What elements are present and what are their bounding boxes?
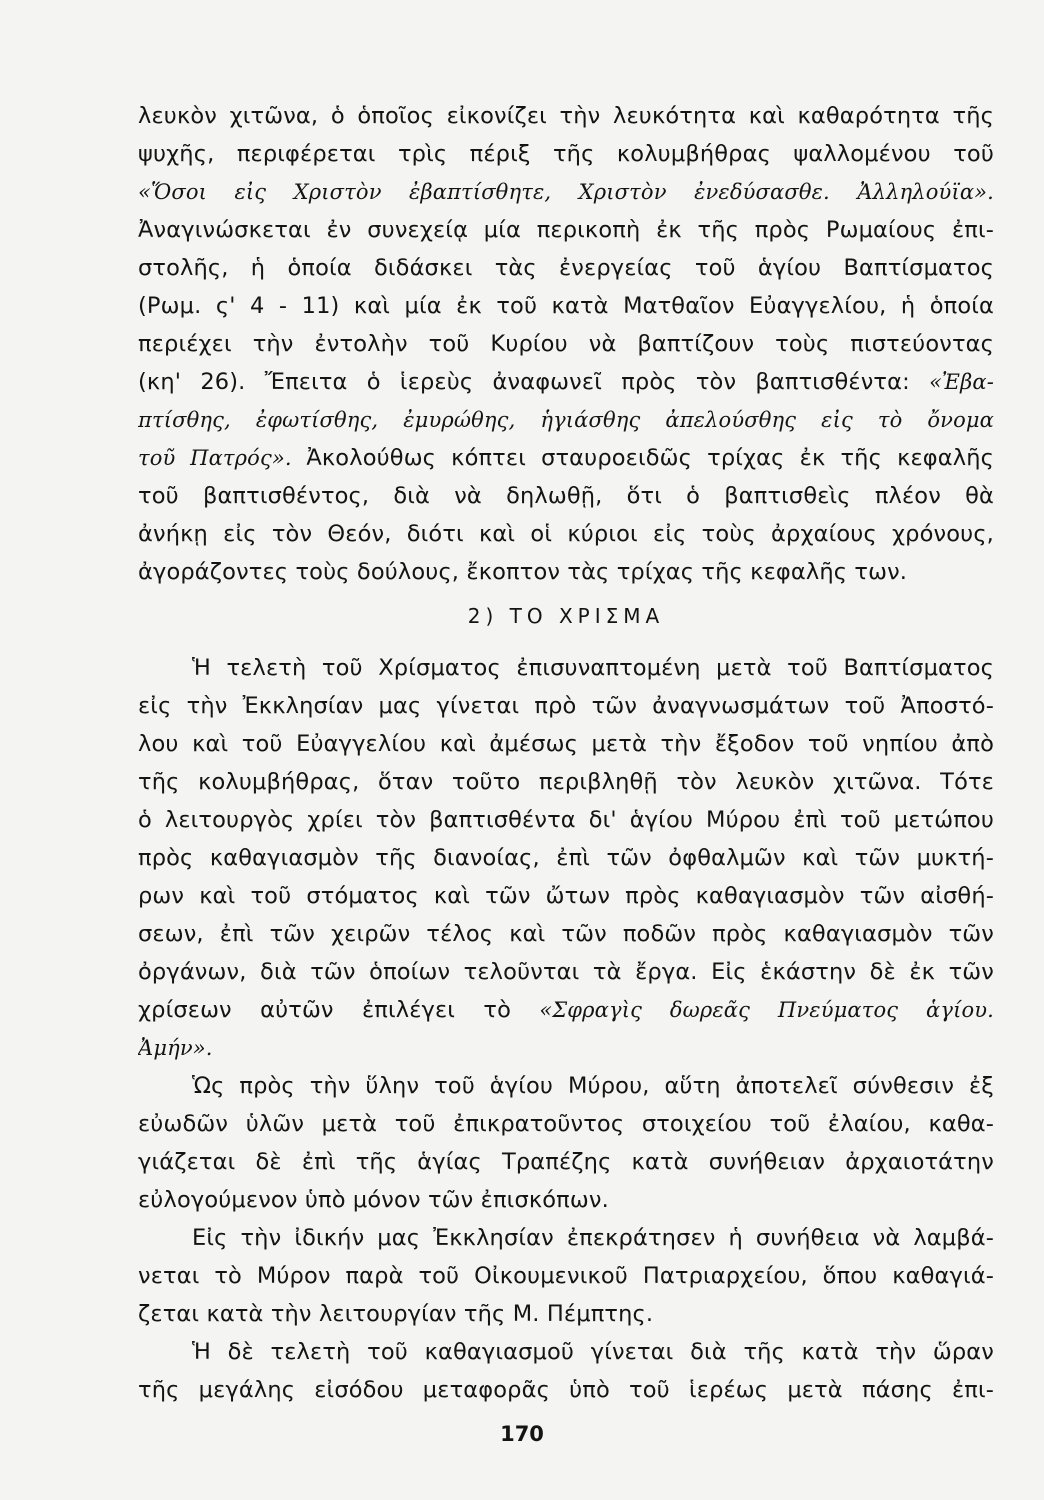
text-line: (Ρωμ. ς' 4 - 11) καὶ μία ἐκ τοῦ κατὰ Ματθαῖον Εὐαγγελίου, ἡ ὁποία: [138, 293, 994, 319]
text-line: ὀργάνων, διὰ τῶν ὁποίων τελοῦνται τὰ ἔργα. Εἰς ἑκάστην δὲ ἐκ τῶν: [138, 959, 994, 985]
text-line: περιέχει τὴν ἐντολὴν τοῦ Κυρίου νὰ βαπτίζουν τοὺς πιστεύοντας: [138, 331, 994, 357]
text-line: [138, 364, 994, 400]
text-span: χρίσεων αὐτῶν ἐπιλέγει τὸ: [138, 997, 540, 1023]
section-heading: 2) ΤΟ ΧΡΙΣΜΑ: [467, 604, 665, 628]
text-line: Εἰς τὴν ἰδικήν μας Ἐκκλησίαν ἐπεκράτησεν ἡ συνήθεια νὰ λαμβά-: [192, 1225, 994, 1251]
text-line: τοῦ βαπτισθέντος, διὰ νὰ δηλωθῇ, ὅτι ὁ βαπτισθεὶς πλέον θὰ: [138, 483, 994, 509]
text-line: γιάζεται δὲ ἐπὶ τῆς ἁγίας Τραπέζης κατὰ συνήθειαν ἀρχαιοτάτην: [138, 1149, 994, 1175]
text-line: σεων, ἐπὶ τῶν χειρῶν τέλος καὶ τῶν ποδῶν πρὸς καθαγιασμὸν τῶν: [138, 921, 994, 947]
text-line: ἀγοράζοντες τοὺς δούλους, ἔκοπτον τὰς τρίχας τῆς κεφαλῆς των.: [138, 559, 908, 585]
text-line: τῆς μεγάλης εἰσόδου μεταφορᾶς ὑπὸ τοῦ ἱερέως μετὰ πάσης ἐπι-: [138, 1377, 994, 1403]
text-line: ὁ λειτουργὸς χρίει τὸν βαπτισθέντα δι' ἁγίου Μύρου ἐπὶ τοῦ μετώπου: [138, 807, 994, 833]
text-line: τῆς κολυμβήθρας, ὅταν τοῦτο περιβληθῇ τὸν λευκὸν χιτῶνα. Τότε: [138, 769, 994, 795]
text-line: πρὸς καθαγιασμὸν τῆς διανοίας, ἐπὶ τῶν ὀφθαλμῶν καὶ τῶν μυκτή-: [138, 845, 994, 871]
page-number: 170: [500, 1422, 544, 1446]
text-span: (κη' 26). Ἔπειτα ὁ ἱερεὺς ἀναφωνεῖ πρὸς τὸν βαπτισθέντα:: [138, 369, 930, 395]
text-line: [138, 992, 994, 1028]
text-line: ψυχῆς, περιφέρεται τρὶς πέριξ τῆς κολυμβήθρας ψαλλομένου τοῦ: [138, 141, 994, 167]
text-span-italic: «Σφραγὶς δωρεᾶς Πνεύματος ἁγίου.: [539, 998, 994, 1022]
text-line: Ἀναγινώσκεται ἐν συνεχείᾳ μία περικοπὴ ἐκ τῆς πρὸς Ρωμαίους ἐπι-: [138, 217, 994, 243]
text-span: Ἀκολούθως κόπτει σταυροειδῶς τρίχας ἐκ τῆς κεφαλῆς: [306, 445, 994, 471]
text-line: Ὡς πρὸς τὴν ὕλην τοῦ ἁγίου Μύρου, αὕτη ἀποτελεῖ σύνθεσιν ἐξ: [192, 1073, 994, 1099]
text-line: Ἡ τελετὴ τοῦ Χρίσματος ἐπισυναπτομένη μετὰ τοῦ Βαπτίσματος: [192, 655, 994, 681]
text-line: λου καὶ τοῦ Εὐαγγελίου καὶ ἀμέσως μετὰ τὴν ἔξοδον τοῦ νηπίου ἀπὸ: [138, 731, 994, 757]
text-line: ἀνήκῃ εἰς τὸν Θεόν, διότι καὶ οἱ κύριοι εἰς τοὺς ἀρχαίους χρόνους,: [138, 521, 994, 547]
text-line: ρων καὶ τοῦ στόματος καὶ τῶν ὤτων πρὸς καθαγιασμὸν τῶν αἰσθή-: [138, 883, 994, 909]
text-line: εἰς τὴν Ἐκκλησίαν μας γίνεται πρὸ τῶν ἀναγνωσμάτων τοῦ Ἀποστό-: [138, 693, 994, 719]
text-line-italic: Ἀμήν».: [138, 1036, 213, 1060]
text-line-italic: πτίσθης, ἐφωτίσθης, ἐμυρώθης, ἡγιάσθης ἀπελούσθης εἰς τὸ ὄνομα: [138, 408, 994, 432]
text-line: εὐωδῶν ὑλῶν μετὰ τοῦ ἐπικρατοῦντος στοιχείου τοῦ ἐλαίου, καθα-: [138, 1111, 994, 1137]
text-line: νεται τὸ Μύρον παρὰ τοῦ Οἰκουμενικοῦ Πατριαρχείου, ὅπου καθαγιά-: [138, 1263, 994, 1289]
text-line: ζεται κατὰ τὴν λειτουργίαν τῆς Μ. Πέμπτης.: [138, 1301, 654, 1327]
text-line: [138, 440, 994, 476]
text-line: εὐλογούμενον ὑπὸ μόνον τῶν ἐπισκόπων.: [138, 1187, 609, 1213]
text-line: στολῆς, ἡ ὁποία διδάσκει τὰς ἐνεργείας τοῦ ἁγίου Βαπτίσματος: [138, 255, 994, 281]
text-line: Ἡ δὲ τελετὴ τοῦ καθαγιασμοῦ γίνεται διὰ τῆς κατὰ τὴν ὥραν: [192, 1339, 994, 1365]
text-line: λευκὸν χιτῶνα, ὁ ὁποῖος εἰκονίζει τὴν λευκότητα καὶ καθαρότητα τῆς: [138, 103, 994, 129]
text-span-italic: τοῦ Πατρός».: [138, 446, 307, 470]
text-span-italic: «Ἐβα-: [929, 370, 994, 394]
text-line-italic: «Ὅσοι εἰς Χριστὸν ἐβαπτίσθητε, Χριστὸν ἐνεδύσασθε. Ἀλληλούϊα».: [138, 180, 994, 204]
